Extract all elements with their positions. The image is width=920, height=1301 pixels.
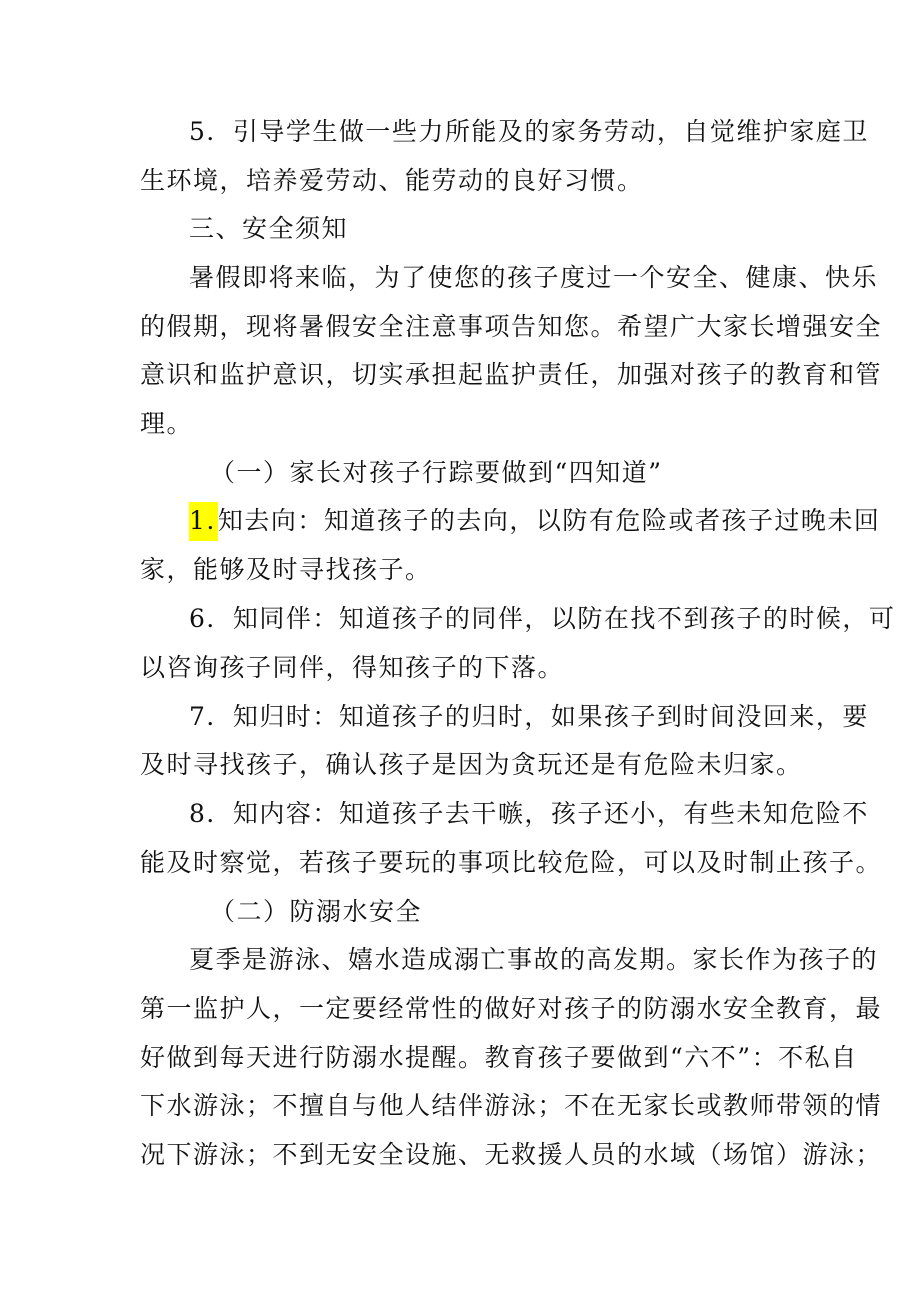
paragraph-line: 理。 xyxy=(140,409,194,438)
paragraph-line xyxy=(189,504,880,538)
paragraph-line: 能及时察觉，若孩子要玩的事项比较危险，可以及时制止孩子。 xyxy=(140,848,883,877)
section-heading: 三、安全须知 xyxy=(189,214,349,243)
paragraph-line: 8．知内容：知道孩子去干嗾，孩子还小，有些未知危险不 xyxy=(189,799,869,828)
paragraph-line: 6．知同伴：知道孩子的同伴，以防在找不到孩子的时候，可 xyxy=(189,604,896,633)
paragraph-line: 下水游泳；不擅自与他人结伴游泳；不在无家长或教师带领的情 xyxy=(140,1091,883,1120)
paragraph-line: 7．知归时：知道孩子的归时，如果孩子到时间没回来，要 xyxy=(189,702,869,731)
subsection-heading: （一）家长对孩子行踪要做到“四知道” xyxy=(210,458,663,487)
paragraph-line: 家，能够及时寻找孩子。 xyxy=(140,555,432,584)
paragraph-line: 夏季是游泳、嬉水造成溺亡事故的高发期。家长作为孩子的 xyxy=(189,945,879,974)
paragraph-line: 的假期，现将暑假安全注意事项告知您。希望广大家长增强安全 xyxy=(140,312,883,341)
paragraph-line: 5．引导学生做一些力所能及的家务劳动，自觉维护家庭卫 xyxy=(189,117,869,146)
paragraph-line: 以咨询孩子同伴，得知孩子的下落。 xyxy=(140,653,565,682)
subsection-heading: （二）防溺水安全 xyxy=(210,897,423,926)
item-text: 知去向：知道孩子的去向，以防有危险或者孩子过晚未回 xyxy=(217,506,881,535)
paragraph-line: 及时寻找孩子，确认孩子是因为贪玩还是有危险未归家。 xyxy=(140,750,803,779)
paragraph-line: 生环境，培养爱劳动、能劳动的良好习惯。 xyxy=(140,166,644,195)
paragraph-line: 第一监护人，一定要经常性的做好对孩子的防溺水安全教育，最 xyxy=(140,994,883,1023)
paragraph-line: 好做到每天进行防溺水提醒。教育孩子要做到“六不”：不私自 xyxy=(140,1043,858,1072)
highlighted-item-number: 1. xyxy=(189,502,218,541)
paragraph-line: 意识和监护意识，切实承担起监护责任，加强对孩子的教育和管 xyxy=(140,360,883,389)
paragraph-line: 况下游泳；不到无安全设施、无救援人员的水域（场馆）游泳； xyxy=(140,1140,883,1169)
paragraph-line: 暑假即将来临，为了使您的孩子度过一个安全、健康、快乐 xyxy=(189,263,879,292)
